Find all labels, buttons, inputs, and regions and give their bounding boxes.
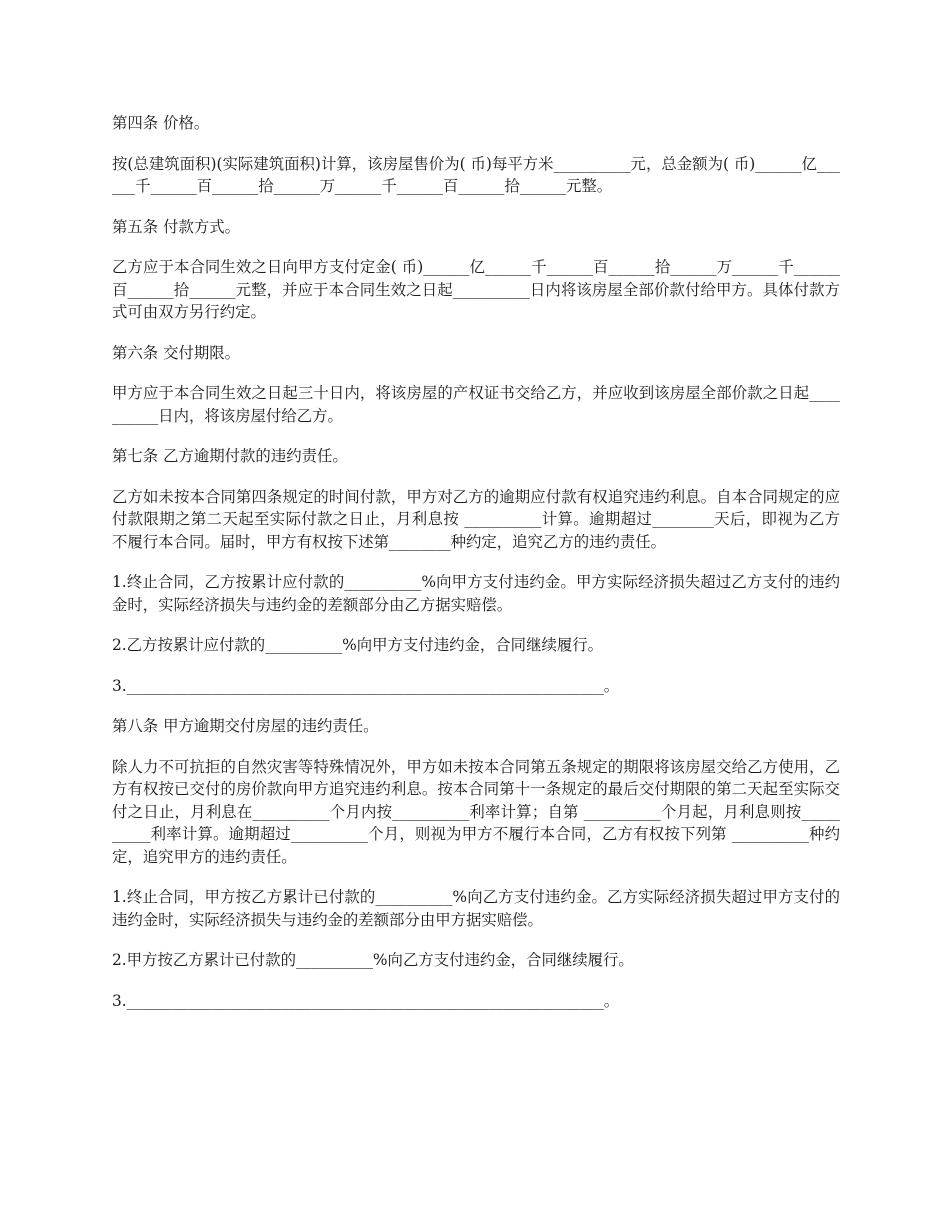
article-7-body: 乙方如未按本合同第四条规定的时间付款，甲方对乙方的逾期应付款有权追究违约利息。自本合同规定的应付款限期之第二天起至实际付款之日止，月利息按 __________计算。逾期超过________天后，即视为乙方不履行本合同。届时，甲方有权按下述第________种约定，追究乙方的违约责任。 (112, 487, 840, 551)
article-8-body: 除人力不可抗拒的自然灾害等特殊情况外，甲方如未按本合同第五条规定的期限将该房屋交给乙方使用，乙方有权按已交付的房价款向甲方追究违约利息。按本合同第十一条规定的最后交付期限的第二天起至实际交付之日止，月利息在__________个月内按__________利率计算；自第 __________个月起，月利息则按__________利率计算。逾期超过__________个月，则视为甲方不履行本合同，乙方有权按下列第 __________种约定，追究甲方的违约责任。 (112, 757, 840, 866)
article-4-body: 按(总建筑面积)(实际建筑面积)计算，该房屋售价为( 币)每平方米__________元，总金额为( 币)______亿______千______百______拾______万______千______百______拾______元整。 (112, 154, 840, 195)
article-6-heading: 第六条 交付期限。 (112, 343, 241, 362)
article-8-item-1: 1.终止合同，甲方按乙方累计已付款的__________%向乙方支付违约金。乙方实际经济损失超过甲方支付的违约金时，实际经济损失与违约金的差额部分由甲方据实赔偿。 (112, 888, 840, 929)
article-5-heading: 第五条 付款方式。 (112, 217, 241, 236)
article-7-item-3: 3.______________________________________________________________。 (112, 676, 620, 695)
article-8-item-3: 3.______________________________________________________________。 (112, 991, 620, 1010)
article-7-item-1: 1.终止合同，乙方按累计应付款的__________%向甲方支付违约金。甲方实际经济损失超过乙方支付的违约金时，实际经济损失与违约金的差额部分由乙方据实赔偿。 (112, 573, 840, 614)
article-8-item-2: 2.甲方按乙方累计已付款的__________%向乙方支付违约金，合同继续履行。 (112, 951, 634, 969)
article-6-body: 甲方应于本合同生效之日起三十日内，将该房屋的产权证书交给乙方，并应收到该房屋全部价款之日起__________日内，将该房屋付给乙方。 (112, 384, 840, 425)
article-7-item-2: 2.乙方按累计应付款的__________%向甲方支付违约金，合同继续履行。 (112, 636, 604, 654)
article-5-body: 乙方应于本合同生效之日向甲方支付定金( 币)______亿______千______百______拾______万______千______ 百______拾______元整，并应于本合同生效之日起__________日内将该房屋全部价款付给甲方。具体付款方式可由双方另行约定。 (112, 258, 840, 321)
article-7-heading: 第七条 乙方逾期付款的违约责任。 (112, 447, 348, 465)
document-page (112, 112, 840, 1030)
article-4-heading: 第四条 价格。 (112, 114, 210, 132)
article-8-heading: 第八条 甲方逾期交付房屋的违约责任。 (112, 717, 379, 735)
